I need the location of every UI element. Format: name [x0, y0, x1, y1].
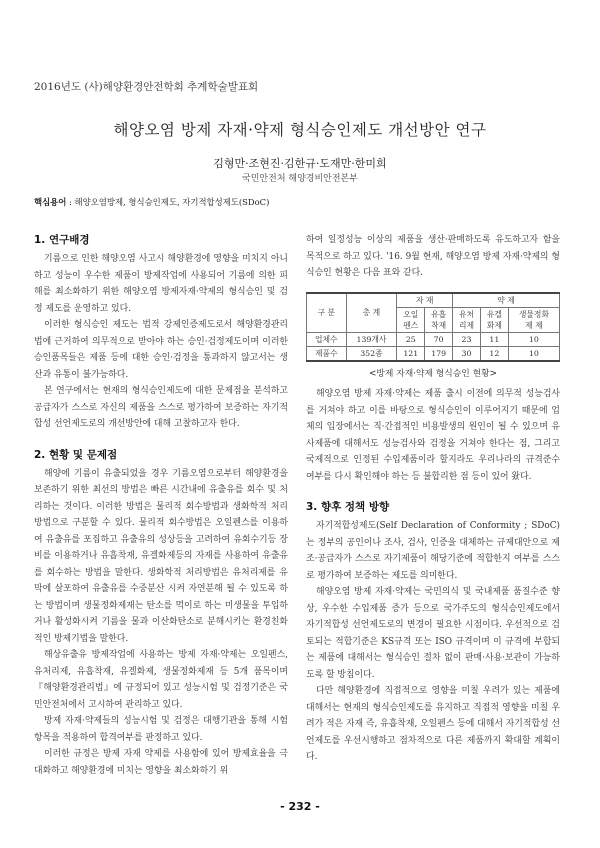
table-cell: 30: [453, 346, 481, 361]
affiliation: 국민안전처 해양경비안전본부: [242, 174, 358, 184]
table-cell: 10: [508, 346, 559, 361]
table-cell: 121: [397, 346, 425, 361]
table-cell: 70: [425, 332, 453, 346]
table-cell: 11: [480, 332, 508, 346]
section-heading: 1. 연구배경: [34, 234, 90, 246]
table-caption: <방제 자재·약제 형식승인 현황>: [369, 368, 497, 379]
section-heading: 2. 현황 및 문제점: [34, 448, 118, 461]
keywords-separator: :: [69, 197, 75, 207]
table-row: [307, 346, 560, 361]
table-cell: 25: [397, 332, 425, 346]
table-header-agents: 약 제: [453, 293, 560, 308]
paragraph: 이러한 형식승인 제도는 법적 강제인증제도로서 해양환경관리법에 근거하여 의무적으로 받아야 하는 승인·검정제도이며 이러한 승인품목들은 제품 등에 대한 승인·검정을 통과하지 않고서는 생산과 유통이 불가능하다.: [34, 320, 288, 380]
keywords-text: 해양오염방제, 형식승인제도, 자기적합성제도(SDoC): [74, 197, 270, 207]
author-list: 김형만·조현진·김한규·도재만·한미희: [213, 157, 387, 170]
table-subheader: 유처 리제: [453, 307, 481, 332]
keywords-line: [34, 196, 269, 208]
paragraph: 하여 일정성능 이상의 제품을 생산·판매하도록 유도하고자 함을 목적으로 하고 있다. '16. 9월 현재, 해양오염 방제 자재·약제의 형식승인 현황은 다음 표와 같다.: [306, 235, 560, 278]
table-cell: 179: [425, 346, 453, 361]
paragraph: 이러한 규정은 방제 자재 약제를 사용함에 있어 방제효율을 극대화하고 해양환경에 미치는 영향을 최소화하기 위: [34, 749, 288, 776]
left-column: [34, 232, 288, 779]
table-cell: 23: [453, 332, 481, 346]
table-subheader: 유흡 착재: [425, 307, 453, 332]
table-header-gubun: 구 분: [307, 293, 347, 333]
paragraph: 해양오염 방제 자재·약제는 국민의식 및 국내제품 품질수준 향상, 우수한 수입제품 증가 등으로 국가주도의 형식승인제도에서 자기적합성 선언제도로의 변경이 필요한 시점이다. 우선적으로 검토되는 적합기준은 KS규격 또는 ISO 규격이며 이 규격에 부합되는 제품에 대해서는 형식승인 절차 없이 판매·사용·보관이 가능하도록 할 방침이다.: [306, 587, 560, 680]
paragraph: 다만 해양환경에 직접적으로 영향을 미칠 우려가 있는 제품에 대해서는 현재의 형식승인제도를 유지하고 직접적 영향을 미칠 우려가 적은 자재 즉, 유흡착재, 오일펜스 등에 대해서 자기적합성 선언제도를 우선시행하고 점차적으로 다른 제품까지 확대할 계획이다.: [306, 686, 560, 762]
table-row: [307, 332, 560, 346]
paragraph: 자기적합성제도(Self Declaration of Conformity ; SDoC)는 정부의 공인이나 조사, 검사, 인증을 대체하는 규제대안으로 제조·공급자가 스스로 자기제품이 해당기준에 적합한지 여부를 스스로 평가하여 보증하는 제도를 의미한다.: [306, 521, 560, 581]
table-cell: 12: [480, 346, 508, 361]
table-cell: 10: [508, 332, 559, 346]
paragraph: 해양에 기름이 유출되었을 경우 기름오염으로부터 해양환경을 보존하기 위한 최선의 방법은 빠른 시간내에 유출유를 회수 및 처리하는 것이다. 이러한 방법은 물리적 회수방법과 생화학적 처리방법으로 구분할 수 있다. 물리적 회수방법은 오일펜스를 이용하여 유출유를 포집하고 유출유의 성상등을 고려하여 유회수기등 장비를 이용하거나 유흡착재, 유겔화제등의 자재를 사용하여 유출유를 회수하는 방법을 말한다. 생화학적 처리방법은 유처리제를 유막에 살포하여 유출유를 수중분산 시켜 자연분해 될 수 있도록 하는 방법이며 생물정화제재는 탄소를 먹이로 하는 미생물을 투입하거나 활성화시켜 기름을 물과 이산화탄소로 분해시키는 환경친화적인 방제기법을 말한다.: [34, 468, 288, 644]
paragraph: 방제 자재·약제들의 성능시험 및 검정은 대행기관을 통해 시험항목을 적용하여 합격여부를 판정하고 있다.: [34, 716, 288, 743]
page-number: - 232 -: [280, 800, 320, 813]
paper-title: 해양오염 방제 자재·약제 형식승인제도 개선방안 연구: [113, 121, 487, 139]
table-subheader: 유겔 화제: [480, 307, 508, 332]
paragraph: 기름으로 인한 해양오염 사고시 해양환경에 영향을 미치지 아니하고 성능이 우수한 제품이 방제작업에 사용되어 기름에 의한 피해를 최소화하기 위한 해양오염 방제자재·약제의 형식승인 및 검정 제도를 운영하고 있다.: [34, 254, 288, 314]
table-header-materials: 자 재: [397, 293, 453, 308]
approval-status-table: [306, 292, 560, 362]
keywords-label: 핵심용어: [34, 197, 67, 207]
table-cell: 352종: [346, 346, 397, 361]
table-subheader: 오일 펜스: [397, 307, 425, 332]
section-heading: 3. 향후 정책 방향: [306, 501, 390, 513]
paragraph: 본 연구에서는 현재의 형식승인제도에 대한 문제점을 분석하고 공급자가 스스로 자신의 제품을 스스로 평가하여 보증하는 자기적합성 선언제도로의 개선방안에 대해 고찰하고자 한다.: [34, 386, 288, 429]
table-cell: 139개사: [346, 332, 397, 346]
conference-header: 2016년도 (사)해양환경안전학회 추계학술발표회: [34, 81, 259, 93]
table-subheader: 생물정화 제 제: [508, 307, 559, 332]
right-column: [306, 232, 560, 766]
paragraph: 해양오염 방제 자재·약제는 제품 출시 이전에 의무적 성능검사를 거쳐야 하고 이를 바탕으로 형식승인이 이루어지기 때문에 업체의 입장에서는 직·간접적인 비용발생의 원인이 될 수 있으며 유사제품에 대해서도 성능검사와 검정을 거쳐야 한다는 점, 그리고 국제적으로 인정된 수입제품이라 할지라도 우리나라의 규격준수 여부를 다시 확인해야 하는 등 불합리한 점 등이 있어 왔다.: [306, 389, 560, 482]
table-cell: 업체수: [307, 332, 347, 346]
table-header-total: 총 계: [346, 293, 397, 333]
paragraph: 해상유출유 방제작업에 사용하는 방제 자재·약제는 오일펜스, 유처리제, 유흡착재, 유겔화제, 생물정화제재 등 5개 품목이며 『해양환경관리법』에 규정되어 있고 성능시험 및 검정기준은 국민안전처에서 고시하여 관리하고 있다.: [34, 650, 288, 710]
table-cell: 제품수: [307, 346, 347, 361]
